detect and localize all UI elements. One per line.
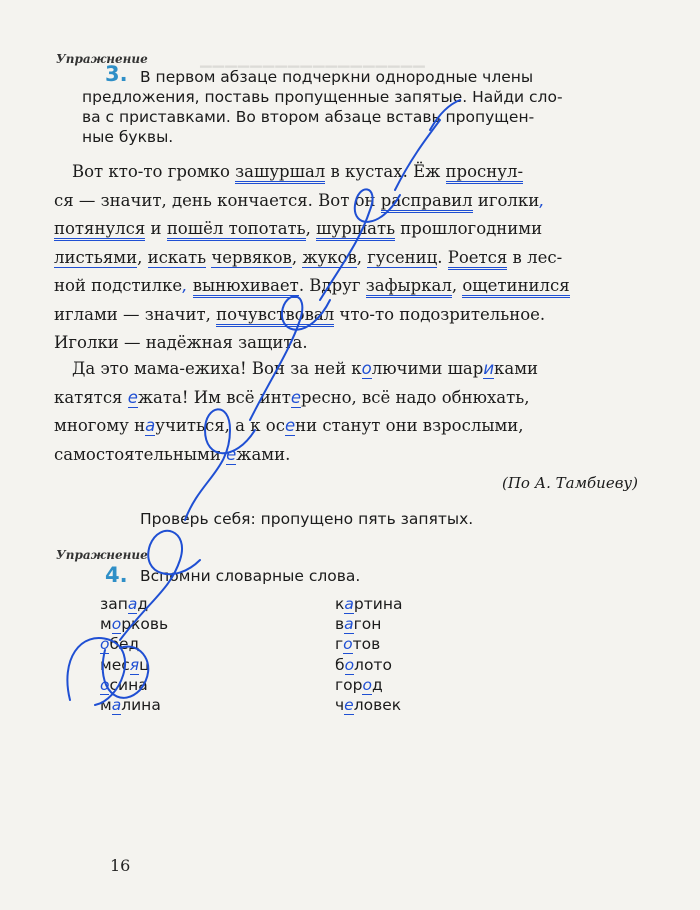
text-fragment: многому н: [54, 416, 146, 435]
underlined-word: потянулся: [54, 219, 145, 241]
text-fragment: в лес-: [507, 247, 563, 267]
paragraph-line: [54, 215, 654, 244]
dictionary-word: [100, 675, 168, 695]
handwritten-fill: о: [344, 655, 355, 674]
underlined-word: Роется: [448, 248, 508, 270]
dictionary-words-right: [335, 594, 402, 715]
text-fragment: бед: [109, 635, 140, 654]
exercise-4-number: 4.: [105, 563, 128, 587]
underlined-word: вынюхивает: [193, 276, 299, 298]
text-fragment: самостоятельными: [54, 444, 227, 464]
exercise-4-instruction: Вспомни словарные слова.: [140, 567, 361, 585]
bleed-through-text: ▁▁▁▁▁▁▁▁▁▁▁▁▁▁▁▁▁▁: [200, 50, 426, 68]
underlined-word: листьями: [54, 247, 138, 267]
handwritten-fill: а: [111, 695, 122, 714]
page-number: 16: [110, 856, 131, 875]
dictionary-word: [100, 614, 168, 634]
handwritten-fill: о: [362, 675, 372, 694]
handwritten-fill: и: [483, 359, 495, 378]
paragraph-line: [54, 158, 654, 187]
text-fragment: лючими шар: [371, 359, 484, 378]
underlined-word: гусениц: [367, 247, 438, 267]
text-fragment: г: [335, 635, 344, 654]
text-fragment: ,: [291, 247, 303, 267]
text-fragment: м: [100, 615, 112, 634]
handwritten-fill: о: [361, 359, 372, 378]
handwritten-fill: я: [129, 655, 140, 674]
handwritten-fill: о: [111, 615, 122, 634]
text-fragment: ц: [139, 655, 150, 674]
text-fragment: в кустах. Ёж: [325, 162, 446, 181]
paragraph-line: [54, 355, 654, 384]
exercise-3-label: Упражнение: [56, 52, 148, 66]
text-fragment: лото: [354, 655, 392, 674]
handwritten-fill: ,: [539, 190, 545, 210]
handwritten-fill: о: [100, 675, 110, 694]
text-fragment: жата! Им всё инт: [137, 387, 291, 407]
text-fragment: ,: [451, 276, 458, 295]
dictionary-word: [335, 594, 402, 614]
instruction-line: В первом абзаце подчеркни однородные члены: [140, 68, 534, 86]
text-fragment: гор: [335, 675, 363, 694]
handwritten-fill: о: [100, 635, 110, 654]
dictionary-word: [335, 634, 402, 654]
text-author: (По А. Тамбиеву): [502, 474, 638, 492]
text-fragment: . Вдруг: [298, 276, 366, 295]
dictionary-words-left: [100, 594, 168, 715]
handwritten-fill: о: [343, 635, 353, 654]
dictionary-word: [100, 634, 168, 654]
instruction-line: ные буквы.: [82, 128, 174, 146]
underlined-word: искать: [147, 247, 207, 267]
handwritten-fill: а: [145, 416, 156, 435]
text-fragment: ртина: [353, 595, 403, 613]
text-fragment: рковь: [121, 615, 169, 634]
exercise-3-number: 3.: [105, 62, 128, 86]
text-fragment: Да это мама-ежиха! Вон за ней к: [72, 359, 362, 378]
text-fragment: иглами — значит,: [54, 304, 217, 324]
text-fragment: ч: [335, 695, 345, 714]
paragraph-line: [54, 244, 654, 273]
instruction-line: ва с приставками. Во втором абзаце вставь пропущен-: [82, 108, 535, 126]
paragraph-line: [54, 187, 654, 216]
text-fragment: ловек: [353, 695, 402, 714]
text-fragment: мес: [100, 655, 130, 674]
handwritten-fill: а: [344, 615, 354, 634]
text-fragment: прошлогодними: [395, 219, 543, 238]
text-fragment: что-то подозрительное.: [334, 304, 546, 324]
dictionary-word: [335, 695, 402, 715]
paragraph-line: [54, 329, 654, 358]
underlined-word: расправил: [381, 191, 473, 213]
text-fragment: Вот кто-то громко: [72, 162, 236, 181]
underlined-word: жуков: [302, 247, 357, 267]
handwritten-fill: е: [344, 695, 354, 714]
paragraph-line: [54, 384, 654, 413]
text-fragment: ками: [494, 359, 539, 378]
text-fragment: лина: [121, 695, 161, 714]
dictionary-word: [100, 655, 168, 675]
text-fragment: в: [335, 615, 345, 634]
text-fragment: д: [371, 675, 383, 694]
text-fragment: Иголки — надёжная защита.: [54, 333, 308, 352]
exercise-4-label: Упражнение: [56, 548, 148, 562]
handwritten-fill: е: [226, 444, 237, 464]
text-fragment: ресно, всё надо обнюхать,: [301, 387, 530, 407]
text-fragment: зап: [100, 595, 128, 613]
text-fragment: [142, 248, 147, 267]
dictionary-word: [100, 594, 168, 614]
text-fragment: ,: [305, 219, 311, 238]
text-fragment: д: [137, 595, 149, 613]
exercise-3-paragraph-1: [54, 158, 654, 358]
paragraph-line: [54, 412, 654, 441]
handwritten-fill: а: [127, 595, 138, 613]
handwritten-fill: е: [127, 387, 138, 407]
text-fragment: м: [100, 695, 112, 714]
text-fragment: учиться, а к ос: [155, 416, 285, 435]
text-fragment: сина: [109, 675, 148, 694]
text-fragment: жами.: [236, 444, 291, 464]
text-fragment: гон: [353, 615, 382, 634]
underlined-word: червяков: [211, 247, 292, 267]
handwritten-fill: е: [284, 416, 296, 435]
underlined-word: почувствовал: [216, 305, 334, 327]
handwritten-fill: а: [344, 595, 354, 613]
underlined-word: зашуршал: [235, 162, 325, 184]
text-fragment: б: [335, 655, 345, 674]
instruction-line: предложения, поставь пропущенные запятые. Найди сло-: [82, 88, 563, 106]
dictionary-word: [100, 695, 168, 715]
text-fragment: .: [437, 247, 448, 267]
paragraph-line: [54, 301, 654, 330]
underlined-word: пошёл топотать: [167, 219, 306, 241]
text-fragment: ни станут они взрослыми,: [295, 416, 524, 435]
text-fragment: ной подстилке: [54, 276, 183, 295]
handwritten-fill: ,: [182, 276, 188, 295]
text-fragment: [187, 276, 192, 295]
check-yourself-note: Проверь себя: пропущено пять запятых.: [140, 510, 474, 528]
text-fragment: тов: [352, 635, 381, 654]
underlined-word: ощетинился: [462, 276, 569, 298]
text-fragment: катятся: [54, 387, 128, 407]
underlined-word: проснул-: [446, 162, 524, 184]
paragraph-line: [54, 441, 654, 470]
paragraph-line: [54, 272, 654, 301]
underlined-word: зафыркал: [366, 276, 452, 298]
dictionary-word: [335, 675, 402, 695]
exercise-3-paragraph-2: [54, 355, 654, 469]
text-fragment: иголки: [472, 190, 540, 210]
text-fragment: ,: [137, 247, 143, 267]
underlined-word: шуршать: [316, 219, 395, 241]
text-fragment: к: [335, 595, 345, 613]
exercise-3-instruction: [82, 67, 640, 147]
handwritten-fill: е: [290, 387, 302, 407]
text-fragment: ,: [356, 247, 368, 267]
text-fragment: и: [145, 219, 167, 238]
dictionary-word: [335, 655, 402, 675]
dictionary-word: [335, 614, 402, 634]
text-fragment: ся — значит, день кончается. Вот он: [54, 190, 381, 210]
